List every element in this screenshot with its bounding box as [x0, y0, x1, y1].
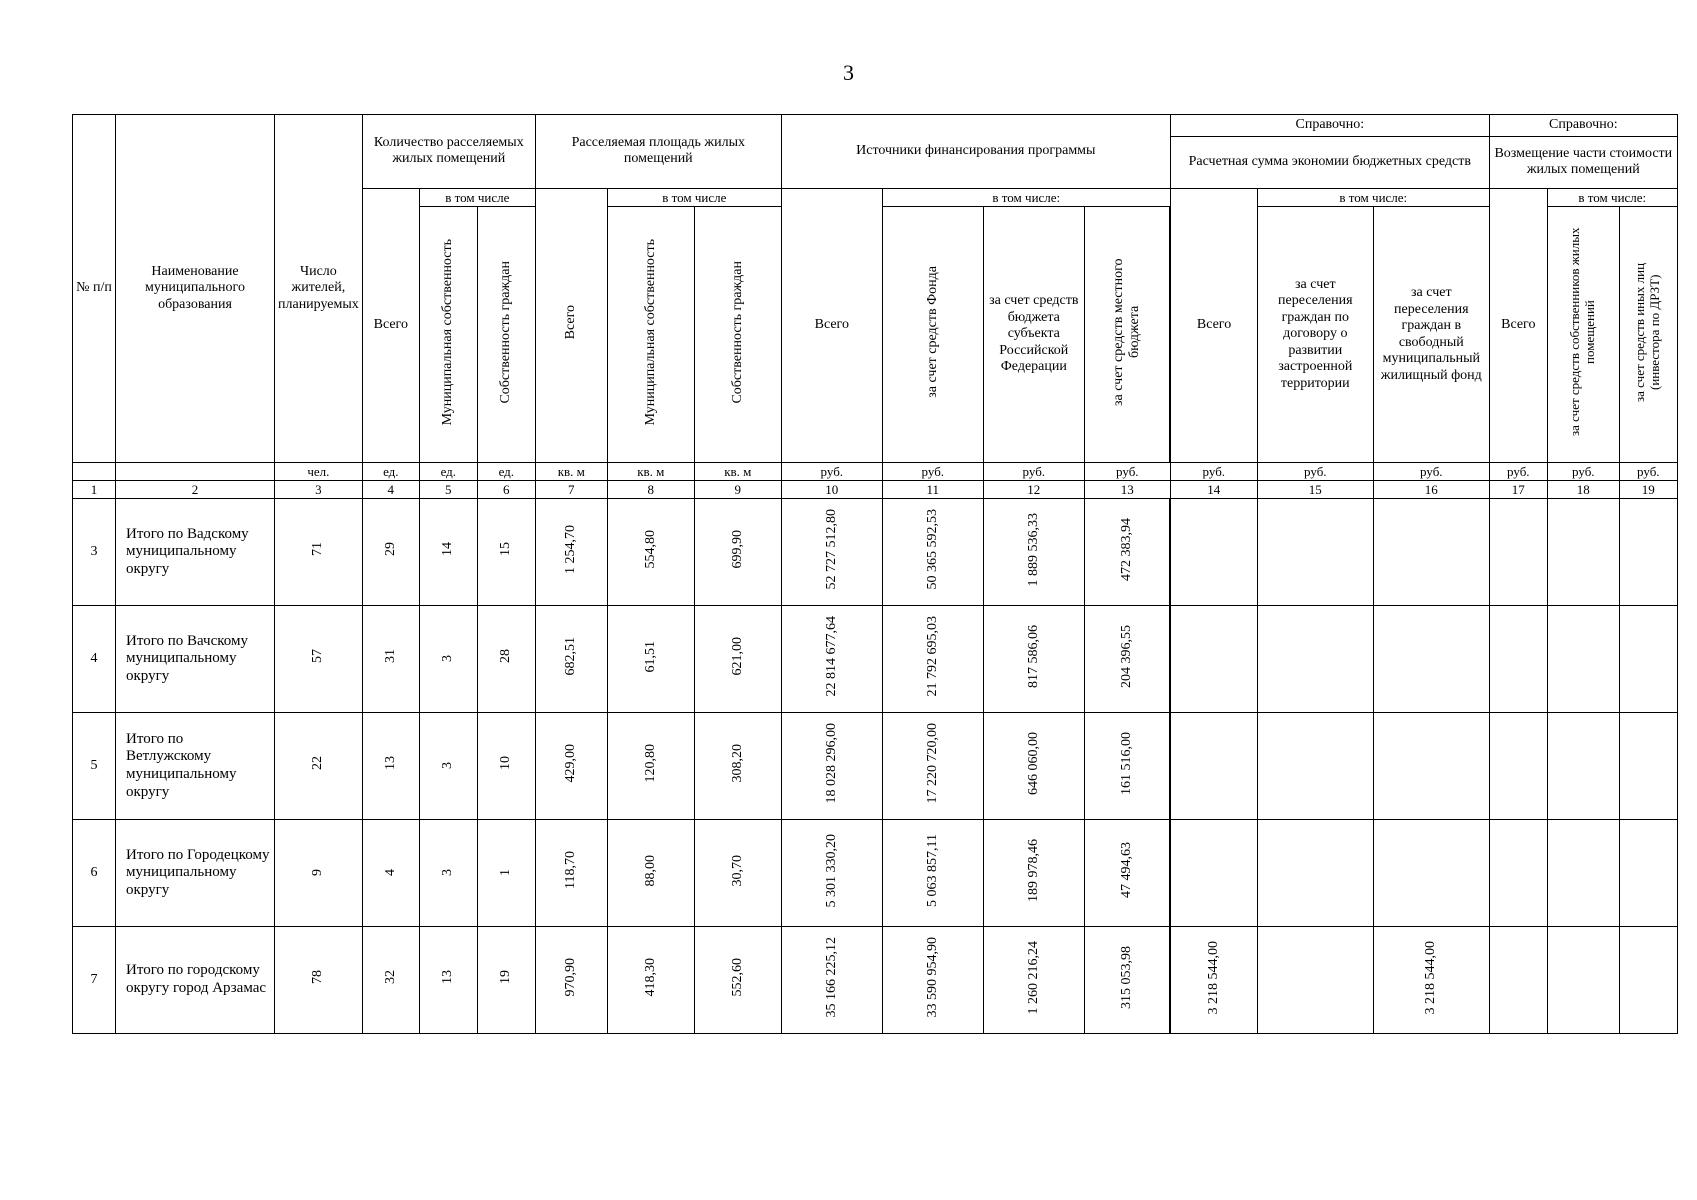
cell-area-mun	[607, 713, 694, 820]
unit-cell: руб.	[1257, 463, 1373, 481]
header-qty-incl: в том числе	[419, 188, 535, 207]
cell-residents	[275, 606, 363, 713]
row-number: 5	[73, 713, 116, 820]
cell-comp-owners	[1547, 606, 1619, 713]
header-reference-1: Справочно:	[1170, 115, 1489, 137]
cell-fin-local	[1084, 927, 1170, 1034]
cell-comp-total	[1489, 499, 1547, 606]
cell-value: 28	[498, 649, 514, 664]
unit-cell: руб.	[1084, 463, 1170, 481]
cell-area-cit	[694, 499, 781, 606]
cell-econ-dev	[1257, 820, 1373, 927]
header-econ-incl: в том числе:	[1257, 188, 1489, 207]
header-area-total: Всего	[563, 305, 579, 340]
column-number: 5	[419, 481, 477, 499]
resettlement-table	[72, 114, 1678, 1034]
cell-residents	[275, 713, 363, 820]
header-name: Наименование муниципального образования	[116, 115, 275, 463]
column-number: 8	[607, 481, 694, 499]
cell-econ-free	[1373, 820, 1489, 927]
cell-value: 15	[498, 542, 514, 557]
cell-value: 472 383,94	[1119, 517, 1134, 581]
header-area-citizens-cell	[694, 207, 781, 463]
cell-comp-other	[1619, 606, 1677, 713]
cell-value: 3	[440, 868, 456, 876]
unit-cell: руб.	[882, 463, 983, 481]
column-number: 15	[1257, 481, 1373, 499]
column-number: 16	[1373, 481, 1489, 499]
cell-fin-local	[1084, 499, 1170, 606]
cell-value: 315 053,98	[1119, 945, 1134, 1009]
column-number: 4	[362, 481, 419, 499]
cell-econ-total	[1170, 499, 1257, 606]
cell-value: 61,51	[642, 640, 658, 673]
header-comp-owners-cell	[1547, 207, 1619, 463]
table-row	[73, 499, 1678, 606]
cell-area-cit	[694, 713, 781, 820]
cell-area-total	[535, 713, 607, 820]
cell-value: 308,20	[729, 744, 745, 783]
cell-value: 1 254,70	[563, 524, 579, 574]
column-number: 2	[116, 481, 275, 499]
cell-residents	[275, 927, 363, 1034]
cell-value: 3	[440, 654, 456, 662]
cell-value: 554,80	[642, 530, 658, 569]
cell-fin-fund	[882, 499, 983, 606]
cell-value: 17 220 720,00	[924, 723, 940, 804]
row-number: 7	[73, 927, 116, 1034]
cell-value: 817 586,06	[1025, 624, 1041, 688]
cell-value: 204 396,55	[1119, 624, 1134, 688]
cell-value: 29	[382, 542, 398, 557]
unit-cell: руб.	[1547, 463, 1619, 481]
cell-qty-mun	[419, 499, 477, 606]
cell-qty-total	[362, 927, 419, 1034]
page-number: 3	[843, 60, 854, 85]
cell-value: 4	[382, 868, 398, 876]
cell-area-total	[535, 927, 607, 1034]
table-row	[73, 606, 1678, 713]
header-qty-citizens-cell	[477, 207, 535, 463]
cell-fin-local	[1084, 820, 1170, 927]
cell-value: 18 028 296,00	[823, 723, 839, 804]
header-fin-fund: за счет средств Фонда	[924, 266, 940, 398]
cell-econ-dev	[1257, 927, 1373, 1034]
unit-cell: ед.	[419, 463, 477, 481]
unit-cell: руб.	[781, 463, 882, 481]
column-number: 17	[1489, 481, 1547, 499]
table-row	[73, 927, 1678, 1034]
cell-qty-mun	[419, 927, 477, 1034]
column-number: 13	[1084, 481, 1170, 499]
unit-cell: руб.	[983, 463, 1084, 481]
header-econ-free: за счет переселения граждан в свободный муниципальный жилищный фонд	[1373, 207, 1489, 463]
cell-fin-total	[781, 713, 882, 820]
cell-area-total	[535, 499, 607, 606]
cell-econ-total	[1170, 713, 1257, 820]
cell-fin-fund	[882, 713, 983, 820]
cell-econ-total	[1170, 820, 1257, 927]
cell-qty-cit	[477, 606, 535, 713]
header-fin-local-cell	[1084, 207, 1170, 463]
cell-value: 21 792 695,03	[924, 616, 940, 697]
cell-value: 50 365 592,53	[924, 509, 940, 590]
cell-value: 699,90	[729, 530, 745, 569]
cell-value: 52 727 512,80	[823, 509, 839, 590]
municipality-name: Итого по Ветлужскому муниципальному округу	[116, 713, 275, 820]
header-fin-fund-cell	[882, 207, 983, 463]
cell-comp-total	[1489, 927, 1547, 1034]
cell-value: 970,90	[563, 958, 579, 997]
column-numbers-row	[73, 481, 1678, 499]
cell-econ-free	[1373, 499, 1489, 606]
cell-qty-mun	[419, 606, 477, 713]
cell-value: 418,30	[642, 958, 658, 997]
header-qty-group: Количество расселяемых жилых помещений	[362, 115, 535, 189]
cell-comp-other	[1619, 713, 1677, 820]
cell-value: 13	[382, 756, 398, 771]
cell-area-mun	[607, 820, 694, 927]
cell-value: 10	[498, 756, 514, 771]
cell-econ-dev	[1257, 499, 1373, 606]
header-area-municipal: Муниципальная собственность	[642, 238, 658, 426]
cell-econ-free	[1373, 927, 1489, 1034]
cell-area-mun	[607, 606, 694, 713]
header-area-incl: в том числе	[607, 188, 781, 207]
header-econ-dev: за счет переселения граждан по договору о развитии застроенной территории	[1257, 207, 1373, 463]
cell-econ-total	[1170, 927, 1257, 1034]
cell-qty-cit	[477, 499, 535, 606]
cell-fin-subject	[983, 820, 1084, 927]
cell-qty-cit	[477, 927, 535, 1034]
cell-comp-owners	[1547, 499, 1619, 606]
cell-value: 1 260 216,24	[1025, 940, 1041, 1015]
cell-econ-dev	[1257, 713, 1373, 820]
cell-qty-total	[362, 820, 419, 927]
cell-comp-other	[1619, 820, 1677, 927]
cell-value: 161 516,00	[1119, 731, 1134, 795]
cell-value: 9	[310, 868, 326, 876]
cell-fin-total	[781, 820, 882, 927]
cell-value: 1 889 536,33	[1025, 512, 1041, 587]
column-number: 7	[535, 481, 607, 499]
row-number: 4	[73, 606, 116, 713]
unit-cell: ед.	[477, 463, 535, 481]
header-area-total-cell	[535, 188, 607, 463]
cell-value: 3 218 544,00	[1423, 940, 1439, 1015]
unit-cell: руб.	[1373, 463, 1489, 481]
cell-area-cit	[694, 927, 781, 1034]
cell-fin-local	[1084, 713, 1170, 820]
header-qty-citizens: Собственность граждан	[498, 260, 514, 404]
cell-value: 1	[498, 868, 514, 876]
cell-value: 621,00	[729, 637, 745, 676]
header-fin-local: за счет средств местного бюджета	[1110, 258, 1143, 406]
cell-value: 88,00	[642, 854, 658, 887]
cell-fin-subject	[983, 499, 1084, 606]
cell-value: 78	[310, 970, 326, 985]
header-econ-group: Расчетная сумма экономии бюджетных средств	[1170, 136, 1489, 188]
cell-value: 22 814 677,64	[823, 616, 839, 697]
cell-qty-total	[362, 499, 419, 606]
cell-value: 35 166 225,12	[823, 937, 839, 1018]
cell-fin-subject	[983, 713, 1084, 820]
cell-fin-total	[781, 606, 882, 713]
cell-comp-other	[1619, 499, 1677, 606]
header-fin-total: Всего	[781, 188, 882, 463]
header-qty-municipal: Муниципальная собственность	[440, 238, 456, 426]
cell-value: 429,00	[563, 744, 579, 783]
cell-value: 682,51	[563, 637, 579, 676]
cell-fin-subject	[983, 927, 1084, 1034]
cell-fin-local	[1084, 606, 1170, 713]
cell-econ-free	[1373, 606, 1489, 713]
cell-fin-fund	[882, 927, 983, 1034]
cell-comp-total	[1489, 820, 1547, 927]
cell-qty-cit	[477, 713, 535, 820]
unit-cell: кв. м	[535, 463, 607, 481]
cell-fin-total	[781, 499, 882, 606]
header-fin-subject: за счет средств бюджета субъекта Российской Федерации	[983, 207, 1084, 463]
header-fin-group: Источники финансирования программы	[781, 115, 1170, 189]
cell-value: 14	[440, 542, 456, 557]
header-area-citizens: Собственность граждан	[729, 260, 745, 404]
column-number: 3	[275, 481, 363, 499]
unit-cell: ед.	[362, 463, 419, 481]
header-comp-group: Возмещение части стоимости жилых помещений	[1489, 136, 1677, 188]
cell-fin-fund	[882, 820, 983, 927]
cell-comp-owners	[1547, 713, 1619, 820]
cell-area-total	[535, 606, 607, 713]
column-number: 9	[694, 481, 781, 499]
cell-fin-total	[781, 927, 882, 1034]
cell-qty-mun	[419, 713, 477, 820]
cell-value: 646 060,00	[1025, 731, 1041, 795]
cell-econ-total	[1170, 606, 1257, 713]
cell-value: 19	[498, 970, 514, 985]
column-number: 1	[73, 481, 116, 499]
cell-value: 13	[440, 970, 456, 985]
cell-value: 31	[382, 649, 398, 664]
header-comp-other: за счет средств иных лиц (инвестора по ДРЗТ)	[1632, 262, 1663, 402]
header-num: № п/п	[73, 115, 116, 463]
cell-value: 5 063 857,11	[924, 833, 940, 907]
header-area-group: Расселяемая площадь жилых помещений	[535, 115, 781, 189]
cell-area-mun	[607, 499, 694, 606]
cell-value: 118,70	[563, 851, 579, 890]
cell-value: 552,60	[729, 958, 745, 997]
header-comp-incl: в том числе:	[1547, 188, 1677, 207]
cell-value: 5 301 330,20	[823, 833, 839, 908]
cell-qty-mun	[419, 820, 477, 927]
unit-cell: руб.	[1489, 463, 1547, 481]
header-comp-owners: за счет средств собственников жилых помещений	[1567, 227, 1598, 437]
cell-area-mun	[607, 927, 694, 1034]
table-row	[73, 713, 1678, 820]
cell-econ-dev	[1257, 606, 1373, 713]
cell-value: 3	[440, 761, 456, 769]
cell-area-total	[535, 820, 607, 927]
header-qty-municipal-cell	[419, 207, 477, 463]
cell-value: 57	[310, 649, 326, 664]
column-number: 10	[781, 481, 882, 499]
column-number: 19	[1619, 481, 1677, 499]
unit-cell: чел.	[275, 463, 363, 481]
municipality-name: Итого по городскому округу город Арзамас	[116, 927, 275, 1034]
cell-area-cit	[694, 606, 781, 713]
header-fin-incl: в том числе:	[882, 188, 1170, 207]
cell-value: 3 218 544,00	[1206, 940, 1221, 1015]
cell-comp-owners	[1547, 927, 1619, 1034]
unit-cell: кв. м	[607, 463, 694, 481]
cell-value: 189 978,46	[1025, 838, 1041, 902]
cell-qty-cit	[477, 820, 535, 927]
cell-value: 47 494,63	[1119, 842, 1134, 899]
unit-cell: кв. м	[694, 463, 781, 481]
column-number: 18	[1547, 481, 1619, 499]
header-residents: Число жителей, планируемых	[275, 115, 363, 463]
cell-comp-other	[1619, 927, 1677, 1034]
row-number: 6	[73, 820, 116, 927]
header-qty-total: Всего	[362, 188, 419, 463]
cell-value: 22	[310, 756, 326, 771]
cell-fin-subject	[983, 606, 1084, 713]
cell-comp-owners	[1547, 820, 1619, 927]
cell-value: 71	[310, 542, 326, 557]
header-comp-other-cell	[1619, 207, 1677, 463]
units-blank	[73, 463, 116, 481]
header-comp-total: Всего	[1489, 188, 1547, 463]
cell-comp-total	[1489, 606, 1547, 713]
municipality-name: Итого по Вадскому муниципальному округу	[116, 499, 275, 606]
cell-value: 120,80	[642, 744, 658, 783]
cell-econ-free	[1373, 713, 1489, 820]
units-blank	[116, 463, 275, 481]
row-number: 3	[73, 499, 116, 606]
header-reference-2: Справочно:	[1489, 115, 1677, 137]
cell-residents	[275, 820, 363, 927]
cell-fin-fund	[882, 606, 983, 713]
municipality-name: Итого по Вачскому муниципальному округу	[116, 606, 275, 713]
column-number: 6	[477, 481, 535, 499]
cell-comp-total	[1489, 713, 1547, 820]
header-econ-total: Всего	[1170, 188, 1257, 463]
cell-value: 32	[382, 970, 398, 985]
municipality-name: Итого по Городецкому муниципальному округу	[116, 820, 275, 927]
column-number: 11	[882, 481, 983, 499]
column-number: 12	[983, 481, 1084, 499]
cell-value: 33 590 954,90	[924, 937, 940, 1018]
table-row	[73, 820, 1678, 927]
header-area-municipal-cell	[607, 207, 694, 463]
units-row	[73, 463, 1678, 481]
cell-value: 30,70	[729, 854, 745, 887]
cell-qty-total	[362, 713, 419, 820]
cell-area-cit	[694, 820, 781, 927]
column-number: 14	[1170, 481, 1257, 499]
cell-qty-total	[362, 606, 419, 713]
unit-cell: руб.	[1619, 463, 1677, 481]
cell-residents	[275, 499, 363, 606]
unit-cell: руб.	[1170, 463, 1257, 481]
